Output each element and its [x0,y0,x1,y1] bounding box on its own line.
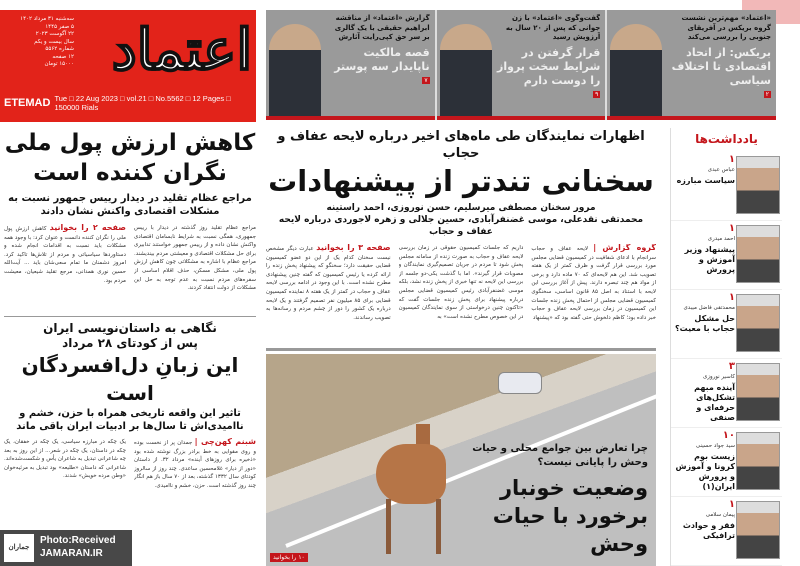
left-bottom-subhead: تاثیر این واقعه تاریخی همراه با حزن، خشم و ناامیدی‌اش تا سال‌ها بر ادبیات ایران باقی ماند [16,408,244,432]
jamaran-logo: جماران [4,534,34,562]
car-image [498,372,542,394]
note-title: آینده مبهم تشکل‌های حرفه‌ای و صنفی [694,383,735,422]
note-item[interactable] [671,497,782,566]
body-column: عبارت دیگر مشخص نیست سخنان کدام یک از این دو عضو کمیسیون قضایی حقیقت دارد؛ سخنگو که پیشنهاد پخش زنده را ارائه کرده یا رئیس کمیسیون که گفته چنین پیشنهادی مطرح نشده است. با این وجود در ادامه بررسی لایحه عفاف و حجاب در کمتر از یک هفته ۸ نماینده کمیسیون قضایی برای ۸۵ میلیون نفر تصمیم گرفتند و یک لایحه درباره یک کشور را دور از چشم مردم و رسانه‌ها به تصویب رساندند. [266,246,391,321]
left-bottom-kicker-2: پس از کودتای ۲۸ مرداد [62,336,198,350]
left-top-body [4,224,256,312]
note-item[interactable] [671,152,782,221]
author-photo [736,294,780,352]
issue-gregorian-date: ۲۲ آگوست ۲۰۲۳ [35,31,74,37]
note-title: حل مشکل حجاب با معیت؟ [675,314,735,333]
divider [266,348,656,351]
masthead [0,10,256,122]
issue-date: سه‌شنبه ۳۱ مرداد ۱۴۰۲ [20,16,74,22]
author-photo [736,501,780,559]
notes-title: یادداشت‌ها [695,132,758,146]
deer-leg [386,499,391,554]
left-top-subhead: مراجع عظام تقلید در دیدار رییس جمهور نسبت به مشکلات اقتصادی واکنش نشان دادند [8,193,252,217]
note-item[interactable] [671,290,782,359]
left-bottom-body [4,438,256,526]
author-photo [736,363,780,421]
note-page: ۱ [728,223,735,234]
note-item[interactable] [671,359,782,428]
left-top-story [4,128,256,218]
issue-price: ۱۵۰۰۰ تومان [44,61,74,67]
teaser-strip [266,10,776,120]
issue-pages: ۱۲ صفحه [52,53,74,60]
body-column: داریم که جلسات کمیسیون حقوقی در زمان بررسی لایحه عفاف و حجاب به صورت زنده از سامانه مجلس پخش شود تا مردم در جریان تصمیم‌گیری نمایندگان و مصوبات قرار گیرند». اما با گذشت یکی-دو جلسه از بررسی این لایحه نه تنها خبری از پخش زنده نشد، بلکه موسی غضنفرآبادی رئیس کمیسیون قضایی مجلس درباره پیشنهاد برای پخش زنده جلسات گفت که «تاکنون چنین درخواستی از سوی نمایندگان کمیسیون در این خصوص مطرح نشده است» به [398,245,524,320]
teaser-headline: قصه مالکیت ناپایدار سه پوستر [334,45,430,73]
issue-year: سال بیست و یکم [34,38,74,45]
teaser-poster[interactable] [266,10,435,120]
teaser-kicker: گزارش «اعتماد» از مناقشه ابراهیم حقیقی با یک گالری بر سر حق کپی‌رایت آثارش [334,14,430,41]
note-title: زیست بوم کرونا و آموزش و پرورش ایران(۱) [675,452,735,491]
deer-image [376,444,446,504]
main-story [266,128,656,344]
issue-hijri-date: ۵ صفر ۱۴۴۵ [45,23,74,30]
read-more-link[interactable]: صفحه ۳ را بخوانید [316,244,391,252]
teaser-headline: بریکس: از اتحاد اقتصادی تا اختلاف سیاسی [671,45,771,87]
note-author: پیمان سلامی [705,512,735,518]
wildlife-photo [266,354,656,566]
main-body [266,244,656,344]
note-title: پیشنهاد وزیر آموزش و پرورش [684,245,735,274]
photo-watermark [0,530,132,566]
left-column [4,128,256,526]
note-page: ۱ [728,154,735,165]
author-photo [736,225,780,283]
divider [4,316,256,317]
photo-person [610,24,662,116]
teaser-kicker: «اعتماد» مهم‌ترین نشست گروه بریکس در آفریقای جنوبی را بررسی می‌کند [681,14,771,41]
note-page: ۱۰ [722,430,735,441]
body-column: لایحه عفاف و حجاب سرانجام با ادعای شفافیت در کمیسیون قضایی مجلس مورد بررسی قرار گرفت و ظرف کمتر از یک هفته تصویب شد. این هم لایحه‌ای که ۷۰ ماده دارد و برخی از مواد هم چند تبصره دارند. پیش از آغاز بررسی این لایحه با استناد به اصل ۸۵ قانون اساسی، سخنگوی کمیسیون قضایی مجلس از احتمال پخش زنده جلسات این کمیسیون در زمان بررسی لایحه عفاف و حجاب خبر داده بود؛ کاظم دلخوش حتی گفته بود که «پیشنهاد [531,246,656,321]
note-author: عباس عبدی [707,167,735,173]
author-photo [736,156,780,214]
note-item[interactable] [671,221,782,290]
deer-leg [436,499,441,554]
note-item[interactable] [671,428,782,497]
body-column: یک چکه در مبارزه سیاسی، یک چکه در خفقان، یک چکه در داستان، یک چکه در شعر... از این روز به بعد چه شاعرانی تبدیل به شاعران یأس و شکست‌شده‌اند. شاعرانی که داستان «طلیعه» بود تبدیل به مرثیه‌خوان «وطن مرده خویش» شدند. [4,439,126,480]
teaser-headline: قرار گرفتن در شرایط سخت پرواز را دوست دارم [497,45,601,87]
author-photo [736,432,780,490]
photo-headline[interactable]: وضعیت خونبار برخورد با حیات وحش [492,476,648,556]
byline: گروه گزارش | [593,244,656,252]
main-subhead-1: مرور سخنان مصطفی میرسلیم، حسن نوروزی، احمد راستینه [326,203,596,213]
left-bottom-kicker: نگاهی به داستان‌نویسی ایران [43,321,217,335]
main-headline[interactable]: سخنانی تندتر از پیشنهادات [268,164,654,198]
teaser-page: ۷ [424,76,428,84]
note-author: احمد میدری [707,236,735,242]
note-page: ۳ [728,361,735,372]
note-author: محمدتقی فاضل میبدی [683,305,735,311]
note-author: کاسیر نوروزی [703,374,735,380]
photo-person [440,24,492,116]
issue-number: شماره ۵۵۶۲ [45,46,74,52]
photo-page-link[interactable]: ۱۰ را بخوانید [270,553,308,562]
watermark-line-1: Photo:Received [40,535,116,546]
left-bottom-story [4,321,256,433]
read-more-link[interactable]: صفحه ۲ را بخوانید [49,224,126,232]
notes-column [670,128,782,566]
left-bottom-headline[interactable]: این زبانِ دل‌افسردگان است [21,353,239,405]
left-top-headline[interactable]: کاهش ارزش پول ملی نگران کننده است [4,130,256,186]
masthead-footer [4,94,254,112]
author-name: شبنم کهن‌چی | [194,438,256,446]
teaser-pilot[interactable] [437,10,606,120]
photo-kicker: چرا تعارض بین جوامع محلی و حیات وحش را پایانی نیست؟ [472,443,648,468]
teaser-page: ۲ [765,90,769,98]
body-column: مراجع عظام تقلید روز گذشته در دیدار با رییس جمهوری، همگی نسبت به شرایط نابسامان اقتصادی واکنش نشان داده و از رییس جمهور خواستند تدابیری برای حل مشکلات اقتصادی و معیشتی مردم بیندیشند. مراجع عظام با اشاره به مشکلاتی چون کاهش ارزش پول ملی، مشکل مسکن، حذف اقلام اساسی از سفره‌های مردم نسبت به عدم توجه به حل این مشکلات از دولت انتقاد کردند. [134,225,256,292]
latin-name: ETEMAD [4,97,51,109]
issue-info [4,16,74,69]
body-column: کاهش ارزش پول ملی را نگران کننده دانست و عنوان کرد: با وجود همه مشکلات باید نسبت به اقدامات انجام شده و دستاوردها سیاسیاتی و مردم از تلاش‌ها تاکید کرد. امروز دشمنان ما تمام سعی‌شان با‌ید ... آیت‌الله حسین نوری همدانی، مرجع تقلید شیعیان، معیشت مردم بود. [4,226,126,284]
note-title: فقر و حوادث ترافیکی [682,521,735,540]
note-author: سید جواد حسینی [695,443,735,449]
note-page: ۱ [728,499,735,510]
body-column: جمدان پر از نخست بوده و روی مقوایی به خط برادر بزرگ نوشته شده بود «ذخیره برای روزهای آینده» مرداد ۳۲. از داستان «دور از دیار» غلامحسین ساعدی. چند روز از سالروز کودتای سال ۱۳۳۲ گذشته، بعد از ۷۰ سال باز هم انگار چند روز گذشته است. حزن، خشم و ناامیدی. [134,440,256,489]
masthead-footer-text: Tue □ 22 Aug 2023 □ vol.21 □ No.5562 □ 12 Pages □ 150000 Rials [54,94,231,112]
watermark-line-2: JAMARAN.IR [40,548,103,559]
photo-person [269,24,321,116]
note-page: ۱ [728,292,735,303]
teaser-page: ۹ [595,90,599,98]
main-kicker: اظهارات نمایندگان طی ماه‌های اخیر درباره لایحه عفاف و حجاب [277,129,645,161]
teaser-brics[interactable] [607,10,776,120]
note-title: سیاست مبارزه [676,176,735,185]
main-subhead-2: محمدتقی نقدعلی، موسی غضنفرآبادی، حسین جلالی و زهره لاجوردی درباره لایحه عفاف و حجاب [278,215,644,237]
newspaper-logo: اعتماد [111,17,252,83]
teaser-kicker: گفت‌وگوی «اعتماد» با زن جوانی که پس از ۲۰ سال به آرزویش رسید [505,14,601,41]
